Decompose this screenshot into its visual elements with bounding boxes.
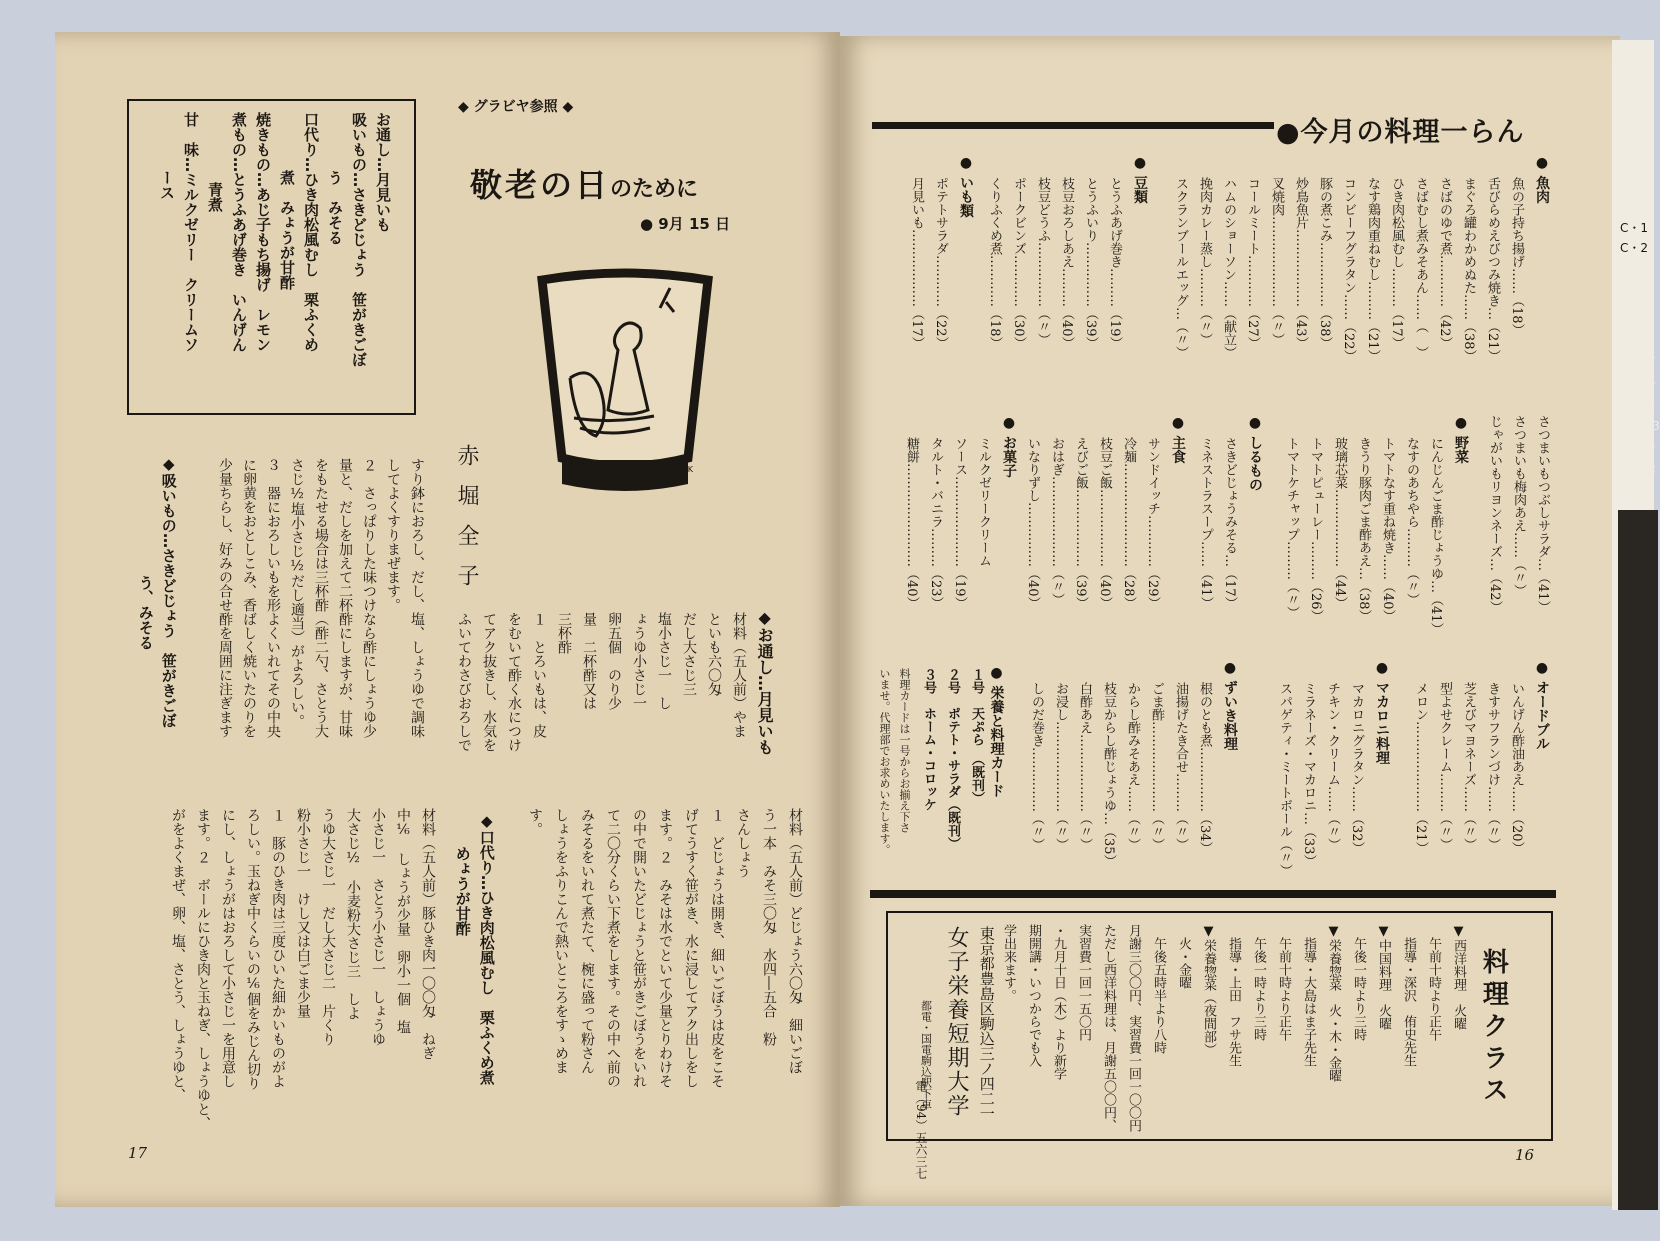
kuchigawari-heading-2: めょうが甘酢 <box>453 846 472 936</box>
edge-photo <box>1618 510 1658 1210</box>
dish-item: とうふあげ巻き………（19） <box>1107 177 1122 350</box>
kuchigawari-line: がをよくまぜ、卵、塩、さとう、しょうゆと、 <box>170 808 186 1102</box>
suimono-line: げてうすく笹がき、水に浸してアク出しをし <box>683 808 699 1088</box>
kuchigawari-heading: ◆口代り…ひき肉松風むし 栗ふくめ煮 <box>477 812 496 1085</box>
menu-line: ース <box>158 170 176 200</box>
dish-item: ポテトサラダ…………（22） <box>933 177 948 350</box>
card-item: １号 天ぷら （既刊） <box>969 668 984 805</box>
class-line: 午後五時半より八時 <box>1151 924 1166 1054</box>
edge-line: C・2 <box>1620 241 1649 255</box>
suimono-line: の中で開いたどじょうと笹がきごぼうをいれ <box>631 808 647 1088</box>
suimono-line: みそるをいれて煮たて、椀に盛って粉さん <box>579 808 595 1074</box>
cup-illustration-icon <box>540 268 710 508</box>
dish-item: お浸し…………………（〃） <box>1053 682 1068 851</box>
suimono-line: さんしょう <box>735 808 751 878</box>
section-title: ● オードブル <box>1534 660 1550 751</box>
dish-item: 枝豆どうふ……………（〃） <box>1035 177 1050 346</box>
cards-title: ● 栄養と料理カード <box>988 665 1005 798</box>
dish-item: サンドイッチ…………（29） <box>1145 437 1160 610</box>
dish-item: 型よせクレーム………（〃） <box>1437 682 1452 851</box>
dish-item: 枝豆ご飯………………（40） <box>1097 437 1112 610</box>
suimono-line: 材料（五人前）どじょう六〇匁 細いごぼ <box>787 808 803 1074</box>
dish-item: ソース…………………（19） <box>952 437 967 610</box>
otooshi-line: だし大さじ三 <box>681 612 697 696</box>
title-main: 敬老の日 <box>470 166 611 204</box>
class-line: 指導・深沢 侑史先生 <box>1401 924 1416 1067</box>
edge-line: クリー <box>1620 397 1657 411</box>
suimono-line: ます。２ みそは水でといて少量とりわけそ <box>657 808 673 1088</box>
school-name: 女子栄養短期大学 <box>944 926 970 1118</box>
dish-item: 冷麺……………………（28） <box>1121 437 1136 610</box>
card-item: ２号 ポテト・サラダ（既刊） <box>945 668 960 850</box>
dish-item: きうり豚肉ごま酢あえ…（38） <box>1356 437 1371 623</box>
edge-line: １ポテ <box>1620 441 1657 455</box>
suimono-line: す。 <box>527 808 543 836</box>
menu-line: お通し…月見いも <box>374 112 392 232</box>
otooshi-heading: ◆お通し…月見いも <box>755 608 775 755</box>
dish-item: さつまいも梅肉あえ……（〃） <box>1511 415 1526 597</box>
next-page-edge <box>1612 40 1660 1210</box>
class-line: ▼栄養惣菜 火・木・金曜 <box>1326 924 1341 1082</box>
edge-line: ．B・3 <box>1620 419 1660 433</box>
section-title: ● 魚肉 <box>1534 155 1550 204</box>
otooshi-line: 量 二杯酢又は <box>581 612 597 710</box>
dish-item: さつまいもつぶしサラダ…（41） <box>1535 415 1550 614</box>
dish-item: なすのあちやら………（〃） <box>1404 437 1419 606</box>
suimono-heading: ◆吸いもの…さきどじょう 笹がきごぼ <box>159 455 178 728</box>
dish-item: さばのゆで煮…………（42） <box>1437 177 1452 350</box>
kuchigawari-line: 小さじ一 さとう小さじ一 しょうゆ <box>370 808 386 1046</box>
dish-item: 白酢あえ………………（〃） <box>1077 682 1092 851</box>
menu-line: 煮もの…とうふあげ巻き いんげん <box>230 112 248 352</box>
dish-item: ポークビンズ…………（30） <box>1011 177 1026 350</box>
suimono-line: う一本 みそ三〇匁 水四―五合 粉 <box>761 808 777 1046</box>
dish-item: さきどじょうみそる…（17） <box>1222 437 1237 610</box>
class-line: 学出来ます。 <box>1001 924 1016 1002</box>
dish-item: 豚の煮こみ……………（38） <box>1317 177 1332 350</box>
dish-item: さばむし煮みそあん……（ ） <box>1413 177 1428 359</box>
dish-item: なす鶏肉重ねむし………（21） <box>1365 177 1380 363</box>
dish-item: コンビーフグラタン……（22） <box>1341 177 1356 363</box>
dish-item: 油揚げたき合せ………（〃） <box>1173 682 1188 851</box>
title-sub: のために <box>610 177 699 202</box>
card-item: ３号 ホーム・コロッケ <box>921 668 936 811</box>
otooshi-line: ３ 器におろしいもを形よくいれてその中央 <box>265 458 281 738</box>
dish-item: トマトなす重ね焼き……（40） <box>1380 437 1395 623</box>
dish-item: きすサフランづけ……（〃） <box>1485 682 1500 851</box>
otooshi-line: ふいてわさびおろしで <box>456 612 472 752</box>
class-line: ・九月十日（木）より新学 <box>1051 924 1066 1080</box>
school-phone: 電（94）五六三七 <box>913 1080 928 1180</box>
page-title <box>470 160 698 206</box>
kuchigawari-line: 材料（五人前）豚ひき肉一〇〇匁 ねぎ <box>420 808 436 1060</box>
otooshi-line: ょうゆ小さじ一 <box>631 612 647 710</box>
class-line: 午前十時より正午 <box>1426 924 1441 1041</box>
class-line: ただし西洋料理は、月謝五〇〇円、 <box>1101 924 1116 1132</box>
section-title: ● 野菜 <box>1453 415 1469 464</box>
dish-item: 炒鳥魚片………………（43） <box>1293 177 1308 350</box>
otooshi-line: 卵五個 のり少 <box>606 612 622 710</box>
dish-item: からし酢みそあえ……（〃） <box>1125 682 1140 851</box>
edge-line: ト・パ <box>1620 463 1657 477</box>
class-line: 指導・上田 フサ先生 <box>1226 924 1241 1067</box>
dish-item: いんげん酢油あえ……（20） <box>1509 682 1524 855</box>
otooshi-line: １ とろいもは、皮 <box>531 612 547 738</box>
class-line: 午後一時より三時 <box>1251 924 1266 1041</box>
menu-line: 焼きもの…あじ子もち揚げ レモン <box>254 112 272 352</box>
otooshi-line: 三杯酢 <box>556 612 572 654</box>
suimono-heading-2: う、みそる <box>136 575 155 650</box>
dish-item: くりふくめ煮…………（18） <box>987 177 1002 350</box>
dish-item: 芝えびマヨネーズ……（〃） <box>1461 682 1476 851</box>
svg-text:TAK: TAK <box>678 465 693 474</box>
dish-item: 魚の子持ち揚げ……（18） <box>1509 177 1524 337</box>
dish-item: ミラネーズ・マカロニ…（33） <box>1301 682 1316 868</box>
dish-item: えびご飯………………（39） <box>1073 437 1088 610</box>
kuchigawari-line: にし、しょうがはおろして小さじ一を用意し <box>220 808 236 1088</box>
otooshi-line: 塩小さじ一 し <box>656 612 672 710</box>
dish-item: タルト・バニラ………（23） <box>928 437 943 610</box>
kuchigawari-line: ます。２ ボールにひき肉と玉ねぎ、しょうゆと、 <box>195 808 211 1130</box>
dish-item: 挽肉カレー蒸し………（〃） <box>1197 177 1212 346</box>
bottom-rule <box>870 890 1556 898</box>
class-line: 午後一時より三時 <box>1351 924 1366 1041</box>
otooshi-line: をむいて酢く水につけ <box>506 612 522 752</box>
dish-item: コールミート…………（27） <box>1245 177 1260 350</box>
edge-line: ネース <box>1620 331 1656 345</box>
dish-item: 根のとも煮……………（34） <box>1197 682 1212 855</box>
otooshi-line: さじ½塩小さじ½だし適当）がよろしい。 <box>289 458 305 728</box>
dish-item: メロン…………………（21） <box>1413 682 1428 855</box>
otooshi-line: 少量ちらし、好みの合せ酢を周囲に注ぎます <box>217 458 233 738</box>
otooshi-line: といも六〇匁 <box>706 612 722 696</box>
kuchigawari-line: うゆ大さじ一 だし大さじ二 片くり <box>320 808 336 1046</box>
edge-line: ンずけ <box>1620 353 1657 367</box>
cards-note: 料理カードは一号からお揃え下さ <box>898 668 911 833</box>
otooshi-line: すり鉢におろし、だし、塩、しょうゆで調味 <box>409 458 425 738</box>
otooshi-line: ２ さっぱりした味つけなら酢にしょうゆ少 <box>361 458 377 738</box>
class-line: 午前十時より正午 <box>1276 924 1291 1041</box>
kuchigawari-line: 中⅙ しょうが少量 卵小一個 塩 <box>395 808 411 1034</box>
menu-line: 口代り…ひき肉松風むし 栗ふくめ <box>302 112 320 352</box>
class-line: 指導・大島はま子先生 <box>1301 924 1316 1067</box>
school-station: 都電・国電駒込駅下車 <box>919 1000 933 1110</box>
suimono-line: １ どじょうは開き、細いごぼうは皮をこそ <box>709 808 725 1088</box>
contents-header: ●今月の料理一らん <box>1276 117 1525 148</box>
dish-item: まぐろ罐わかめぬた……（38） <box>1461 177 1476 363</box>
dish-item: マカロニグラタン……（32） <box>1349 682 1364 855</box>
author-name: 赤堀全子 <box>454 444 480 604</box>
dish-item: にんじんごま酢じょうゆ…（41） <box>1428 437 1443 636</box>
class-title: 料理クラス <box>1478 948 1509 1108</box>
section-title: ● しるもの <box>1247 415 1263 492</box>
dish-item: 月見いも………………（17） <box>909 177 924 350</box>
cards-note: いませ。代理部でお求めいたします。 <box>878 668 891 855</box>
dish-item: ごま酢…………………（〃） <box>1149 682 1164 851</box>
dish-item: チキン・クリーム……（〃） <box>1325 682 1340 851</box>
header-rule <box>872 122 1274 129</box>
dish-item: 枝豆おろしあえ………（40） <box>1059 177 1074 350</box>
section-title: ● お菓子 <box>1001 415 1017 478</box>
class-line: 火・金曜 <box>1176 924 1191 989</box>
menu-line: 煮 みょうが甘酢 <box>278 170 296 290</box>
kuchigawari-line: １ 豚のひき肉は三度ひいた細かいものがよ <box>270 808 286 1088</box>
otooshi-line: に卵黄をおとしこみ、香ばしく焼いたのりを <box>241 458 257 738</box>
dish-item: ハムのショーソン……（献立） <box>1221 177 1236 359</box>
dish-item: トマトケチャップ………（〃） <box>1284 437 1299 619</box>
class-line: ▼栄養惣菜（夜間部） <box>1201 924 1216 1056</box>
page-number-right: 16 <box>1515 1146 1535 1164</box>
dish-item: いなりずし……………（40） <box>1025 437 1040 610</box>
otooshi-line: をもたせる場合は三杯酢（酢二勺、さとう大 <box>313 458 329 738</box>
dish-item: 玻璃芯菜………………（44） <box>1332 437 1347 610</box>
menu-line: 吸いもの…さきどじょう 笹がきごぼ <box>350 112 368 367</box>
section-title: ● いも類 <box>958 155 974 218</box>
section-title: ● 主食 <box>1170 415 1186 464</box>
section-title: ● 豆類 <box>1132 155 1148 204</box>
class-line: 期開講・いつからでも入 <box>1026 924 1041 1067</box>
class-line: 実習費一回一五〇円 <box>1076 924 1091 1041</box>
page-number-left: 17 <box>128 1144 148 1162</box>
suimono-line: て二〇分くらい下煮をします。その中へ前の <box>605 808 621 1088</box>
menu-line: 甘 味…ミルクゼリー クリームソ <box>182 112 200 352</box>
otooshi-line: 量と、だしを加えて二杯酢にしますが、甘味 <box>337 458 353 738</box>
dish-item: トマトピューレー………（26） <box>1308 437 1323 623</box>
section-title: ● マカロニ料理 <box>1374 660 1390 765</box>
dish-item: スパゲティ・ミートボール（〃） <box>1277 682 1292 877</box>
dish-item: ミルクゼリークリーム <box>976 437 991 567</box>
dish-item: ひき肉松風むし………（17） <box>1389 177 1404 350</box>
otooshi-line: 材料（五人前）やま <box>731 612 747 738</box>
dish-item: とうふいり……………（39） <box>1083 177 1098 350</box>
date-label: ● 9月 15 日 <box>640 215 731 233</box>
dish-item: 叉焼肉…………………（〃） <box>1269 177 1284 346</box>
edge-line: 鶏肉料 <box>1620 375 1657 389</box>
dish-item: しのだ巻き……………（〃） <box>1029 682 1044 851</box>
menu-line: 青煮 <box>206 182 224 212</box>
gravure-note: ◆ グラビヤ参照 ◆ <box>458 99 574 115</box>
edge-line: C・1 <box>1620 221 1649 235</box>
dish-item: 舌びらめえびつみ焼き…（21） <box>1485 177 1500 363</box>
dish-item: スクランブールエッグ…（〃） <box>1173 177 1188 359</box>
kuchigawari-line: 粉小さじ一 けし又は白ごま少量 <box>295 808 311 1018</box>
school-address: 東京都豊島区駒込三ノ四二一 <box>977 926 996 1121</box>
dish-item: 枝豆からし酢じょうゆ…（35） <box>1101 682 1116 868</box>
suimono-line: しょうをふりこんで熱いところをすゝめま <box>553 808 569 1074</box>
menu-line: う みそる <box>326 170 344 245</box>
kuchigawari-line: ろしい。玉ねぎ中くらいの⅙個をみじん切り <box>245 808 261 1090</box>
class-line: 月謝三〇〇円、実習費一回一〇〇円 <box>1126 924 1141 1132</box>
class-line: ▼西洋料理 火曜 <box>1451 924 1466 1030</box>
kuchigawari-line: 大さじ½ 小麦粉大さじ三 しよ <box>345 808 361 1020</box>
dish-item: じゃがいもリヨンネーズ…（42） <box>1487 415 1502 614</box>
otooshi-line: してよくすりまぜます。 <box>385 458 401 612</box>
dish-item: おはぎ…………………（〃） <box>1049 437 1064 606</box>
otooshi-line: てアク抜きし、水気を <box>481 612 497 752</box>
class-line: ▼中国料理 火曜 <box>1376 924 1391 1030</box>
dish-item: ミネストラスープ……（41） <box>1198 437 1213 610</box>
dish-item: 糖餅……………………（40） <box>904 437 919 610</box>
section-title: ● ずいき料理 <box>1222 660 1238 751</box>
